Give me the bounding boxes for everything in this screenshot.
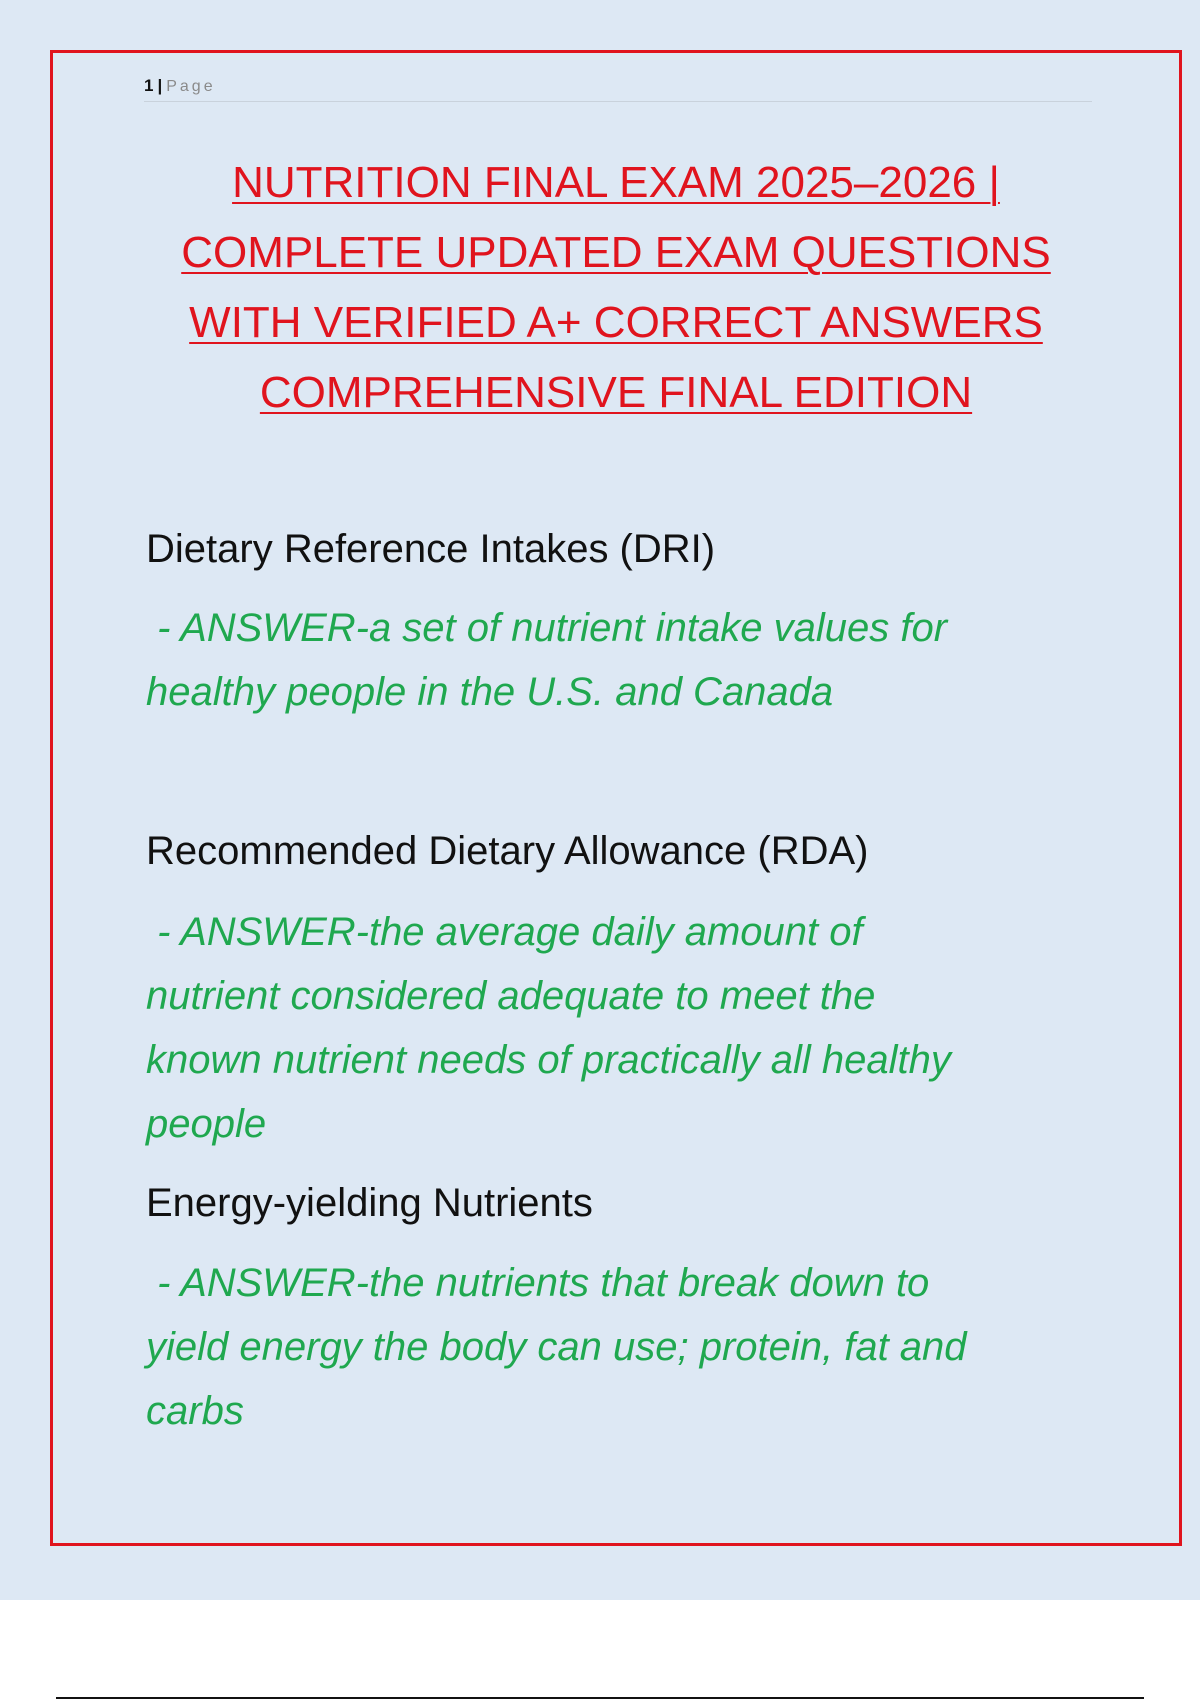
page-label: Page — [166, 78, 216, 95]
page-number: 1 — [144, 76, 154, 95]
answer-line: people — [146, 1102, 267, 1146]
title-line: COMPLETE UPDATED EXAM QUESTIONS — [181, 228, 1051, 277]
title-line: WITH VERIFIED A+ CORRECT ANSWERS — [189, 298, 1043, 347]
answer-line: - ANSWER-a set of nutrient intake values for — [146, 606, 948, 650]
answer-line: yield energy the body can use; protein, fat and — [146, 1325, 967, 1369]
page-header — [144, 74, 1092, 102]
document-title — [120, 148, 1112, 428]
footer-rule — [56, 1697, 1144, 1699]
answer-text — [146, 900, 1106, 1156]
answer-line: nutrient considered adequate to meet the — [146, 974, 876, 1018]
answer-line: - ANSWER-the average daily amount of — [146, 910, 863, 954]
answer-text — [146, 596, 1106, 724]
term-heading: Recommended Dietary Allowance (RDA) — [146, 829, 869, 873]
answer-line: healthy people in the U.S. and Canada — [146, 670, 834, 714]
term-heading: Dietary Reference Intakes (DRI) — [146, 527, 716, 571]
answer-line: carbs — [146, 1389, 244, 1433]
title-line: COMPREHENSIVE FINAL EDITION — [259, 368, 973, 417]
page-separator: | — [157, 76, 163, 95]
term-heading: Energy-yielding Nutrients — [146, 1181, 593, 1225]
title-line: NUTRITION FINAL EXAM 2025–2026 | — [232, 158, 1000, 207]
answer-text — [146, 1251, 1106, 1443]
answer-line: known nutrient needs of practically all healthy — [146, 1038, 951, 1082]
answer-line: - ANSWER-the nutrients that break down to — [146, 1261, 930, 1305]
